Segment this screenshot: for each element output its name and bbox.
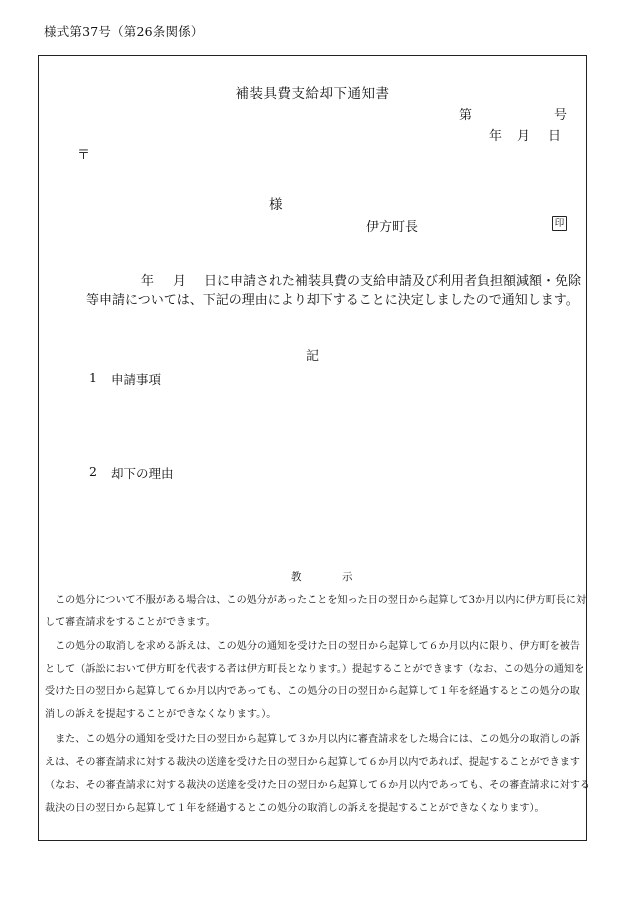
document-title: 補装具費支給却下通知書 bbox=[235, 86, 390, 102]
instruction-line: （なお、その審査請求に対する裁決の送達を受けた日の翌日から起算して６か月以内であっても、その審査請求に対する bbox=[45, 780, 590, 791]
instruction-line: 受けた日の翌日から起算して６か月以内であっても、この処分の日の翌日から起算して１年を経過するとこの処分の取 bbox=[45, 686, 580, 697]
notice-frame bbox=[38, 55, 590, 841]
item-1-number: 1 bbox=[89, 370, 97, 385]
date-year-label: 年 bbox=[489, 129, 503, 144]
body-line-2: 等申請については、下記の理由により却下することに決定しましたので通知します。 bbox=[86, 293, 579, 308]
body-year-label: 年 bbox=[141, 274, 155, 289]
body-month-label: 月 bbox=[173, 274, 187, 289]
instruction-line: として（訴訟において伊方町を代表する者は伊方町長となります。）提起することができます（なお、この処分の通知を bbox=[45, 664, 585, 675]
document-number-prefix: 第 bbox=[459, 108, 473, 123]
instruction-heading-char-1: 教 bbox=[291, 571, 302, 583]
date-month-label: 月 bbox=[517, 129, 531, 144]
instruction-line: 裁決の日の翌日から起算して１年を経過するとこの処分の取消しの訴えを提起することができなくなります）。 bbox=[45, 803, 545, 814]
item-1-label: 申請事項 bbox=[111, 372, 162, 387]
item-2-label: 却下の理由 bbox=[111, 466, 174, 481]
issuer-name: 伊方町長 bbox=[366, 220, 419, 235]
item-2-number: 2 bbox=[89, 464, 97, 479]
ki-heading: 記 bbox=[305, 349, 319, 364]
instruction-line: えは、その審査請求に対する裁決の送達を受けた日の翌日から起算して６か月以内であれば、提起することができます bbox=[45, 757, 580, 768]
instruction-line: この処分の取消しを求める訴えは、この処分の通知を受けた日の翌日から起算して６か月以内に限り、伊方町を被告 bbox=[45, 641, 580, 652]
instruction-line: また、この処分の通知を受けた日の翌日から起算して３か月以内に審査請求をした場合には、この処分の取消しの訴 bbox=[45, 734, 580, 745]
document-number-suffix: 号 bbox=[554, 108, 568, 123]
postal-mark: 〒 bbox=[77, 148, 91, 163]
addressee-honorific: 様 bbox=[269, 197, 283, 213]
instruction-line: この処分について不服がある場合は、この処分があったことを知った日の翌日から起算して3か月以内に伊方町長に対 bbox=[45, 595, 587, 606]
instruction-line: 消しの訴えを提起することができなくなります。）。 bbox=[45, 709, 277, 720]
date-day-label: 日 bbox=[548, 129, 562, 144]
instruction-heading-char-2: 示 bbox=[342, 571, 353, 583]
form-number-label: 様式第37号（第26条関係） bbox=[44, 24, 204, 39]
seal-mark: 印 bbox=[552, 216, 567, 231]
instruction-line: して審査請求をすることができます。 bbox=[45, 617, 216, 628]
body-line-1-text: 日に申請された補装具費の支給申請及び利用者負担額減額・免除 bbox=[204, 274, 582, 289]
